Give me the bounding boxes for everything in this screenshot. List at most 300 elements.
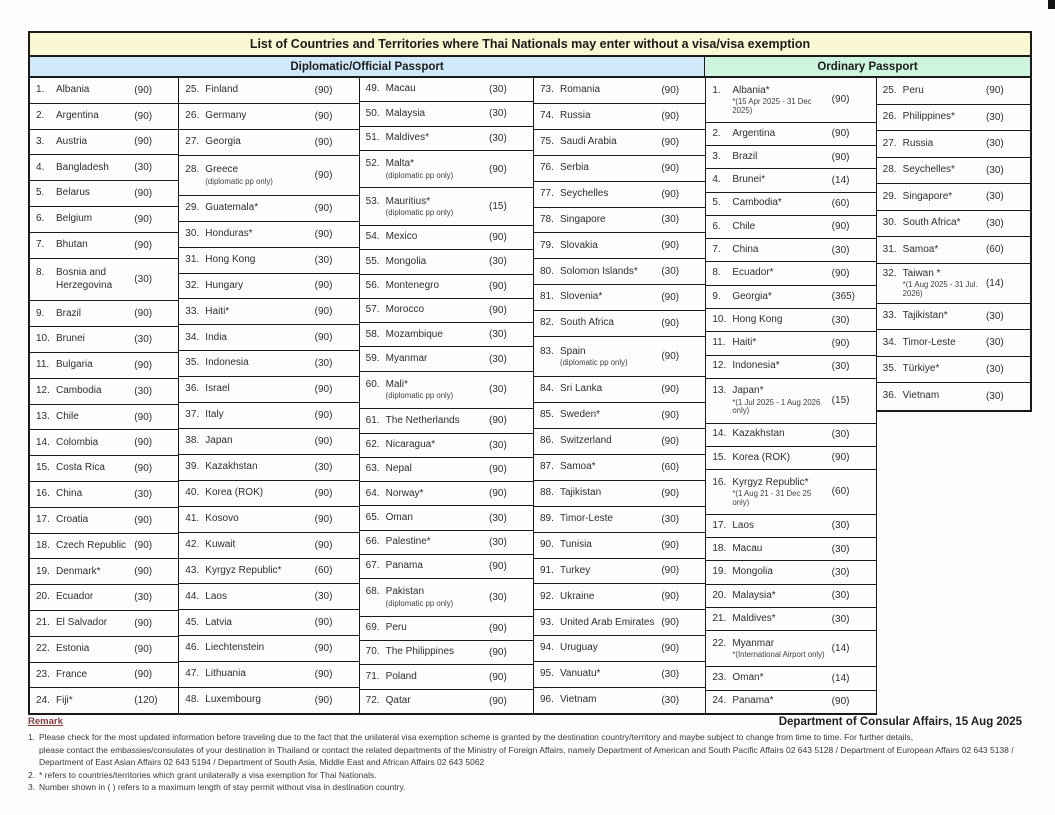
country-name: Japan [205,435,233,447]
country-name-line [883,337,982,350]
country-name-line [185,461,310,474]
country-name: Georgia* [732,290,772,302]
country-name-line [36,488,130,501]
country-name-line [366,256,485,269]
country-name: Colombia [56,436,99,448]
country-number: 26. [882,111,897,122]
stay-days: (30) [831,314,850,326]
country-cell [30,181,178,207]
stay-days: (90) [661,539,680,551]
country-number: 10. [712,313,727,325]
country-name: Japan* [732,385,764,397]
country-name: Brazil [56,307,82,319]
country-name: Maldives* [385,131,430,143]
country-number: 31. [185,253,200,265]
country-cell [360,127,533,151]
country-cell-left [540,642,657,655]
country-cell-left [540,291,657,304]
country-cell-left [366,379,485,401]
country-cell-left [883,111,982,124]
country-number: 2. [36,109,45,121]
country-cell [706,561,875,584]
country-name-line [185,565,310,578]
country-number: 62. [365,438,380,450]
country-cell-left [366,132,485,145]
country-cell [360,482,533,506]
country-name-line [185,539,310,552]
country-cell [534,429,705,455]
stay-days: (30) [831,613,850,625]
country-cell [360,579,533,617]
country-name-line [185,668,310,681]
country-name: Mali* [385,378,408,390]
country-cell-left [185,539,310,552]
country-cell-left [712,520,827,533]
country-name: Tajikistan* [902,310,948,321]
country-cell [179,429,358,455]
stay-days: (90) [134,213,153,225]
stay-days: (90) [314,487,333,499]
country-number: 12. [36,384,50,396]
country-cell [877,383,1030,410]
country-number: 56. [365,279,380,291]
country-cell [179,156,358,196]
country-cell [360,665,533,689]
stay-days: (90) [314,306,333,318]
country-cell-left [185,591,310,604]
diplomatic-column-2 [179,78,359,715]
country-name: Turkey [560,564,591,576]
country-name-line [712,360,827,373]
country-name: Kazakhstan [205,461,258,473]
stay-days: (30) [985,363,1004,375]
country-name-line [540,188,657,201]
country-cell-left [540,346,657,368]
country-cell-left [185,84,310,97]
country-name: Brazil [732,150,758,162]
country-cell [360,617,533,641]
country-name: Kosovo [205,512,239,524]
country-name-line [712,128,827,141]
country-cell-left [712,221,827,234]
stay-days: (30) [489,384,507,396]
country-cell [179,222,358,248]
country-number: 27. [882,137,897,149]
country-name: Lithuania [205,668,246,680]
country-number: 32. [882,267,897,279]
visa-exemption-table [28,31,1032,715]
country-number: 74. [540,110,554,122]
country-name-line [36,110,130,123]
country-cell [706,123,875,146]
country-name-line [185,164,310,177]
country-number: 11. [712,337,726,349]
country-cell [179,559,358,585]
country-name-line [36,462,130,475]
country-number: 82. [540,317,554,329]
country-name-line [540,383,657,396]
stay-days: (30) [489,512,507,524]
country-cell [179,455,358,481]
country-cell-left [36,136,130,149]
country-number: 91. [540,564,554,576]
country-cell [706,216,875,239]
country-cell [706,309,875,332]
country-number: 17. [712,519,727,531]
country-name-line [883,363,982,376]
country-name: Haiti* [205,305,230,317]
country-name-line [185,306,310,319]
country-name-line [185,435,310,448]
country-name: Nicaragua* [385,438,436,450]
country-cell-left [540,110,657,123]
country-number: 8. [712,267,721,279]
country-number: 30. [185,227,200,239]
stay-days: (30) [831,520,850,532]
stay-days: (90) [489,280,507,292]
country-cell-left [36,566,130,579]
remark-item [28,731,1032,769]
country-name-line [185,84,310,97]
country-cell [30,611,178,637]
country-cell [179,610,358,636]
country-name: Timor-Leste [560,512,613,524]
country-name-line [185,487,310,500]
country-number: 46. [185,642,200,654]
country-name-line [366,622,485,635]
stay-days: (30) [661,513,680,525]
country-name: Slovenia* [560,291,603,303]
country-name: Czech Republic [56,539,127,551]
country-name-line [883,138,982,151]
country-cell [706,146,875,169]
country-number: 19. [712,566,727,578]
country-name-line [540,617,657,630]
country-number: 86. [540,435,554,447]
country-name-line [366,439,485,452]
country-name: Cambodia [56,384,102,396]
country-name-line [36,669,130,682]
country-cell-left [540,266,657,279]
country-cell-left [36,411,130,424]
country-name: Panama [385,560,423,572]
country-name: United Arab Emirates [560,616,655,628]
country-name-line [540,565,657,578]
country-number: 69. [365,622,380,634]
country-name: Denmark* [56,565,101,577]
country-cell-left [366,83,485,96]
country-name-line [540,84,657,97]
country-name: Finland [205,84,239,96]
country-cell [534,662,705,688]
country-cell-left [36,669,130,682]
country-cell [30,130,178,156]
country-note: *(1 Jul 2025 - 1 Aug 2026 only) [732,397,821,416]
country-number: 72. [365,695,380,707]
country-name-line [712,638,827,651]
country-number: 73. [540,84,554,96]
country-cell [30,456,178,482]
country-number: 3. [36,135,45,147]
country-cell [706,286,875,309]
country-name: Panama* [732,695,774,707]
country-name-line [712,197,827,210]
country-name: Hong Kong [732,313,783,325]
country-number: 63. [365,463,380,475]
country-name: Kazakhstan [732,428,785,440]
country-name-line [540,591,657,604]
country-name-line [883,164,982,177]
country-number: 51. [365,131,380,143]
country-name-line [366,83,485,96]
country-cell-left [540,668,657,681]
stay-days: (90) [831,696,850,708]
country-cell [534,533,705,559]
country-name: Slovakia [560,239,598,251]
country-cell-left [712,672,827,685]
country-number: 83. [540,345,554,357]
country-name-line [712,267,827,280]
stay-days: (90) [314,384,333,396]
country-name: Mongolia [732,566,773,578]
country-name-line [366,488,485,501]
country-name-line [366,329,485,342]
country-number: 1. [712,84,721,96]
country-cell-left [185,332,310,345]
stay-days: (30) [489,592,507,604]
country-cell [534,156,705,182]
country-name: Singapore* [902,190,953,202]
country-cell [360,250,533,274]
stay-days: (30) [134,162,153,174]
country-cell-left [712,151,827,164]
stay-days: (90) [134,308,153,320]
country-name-line [540,539,657,552]
country-cell [706,470,875,515]
country-number: 36. [882,390,897,401]
country-name: Sri Lanka [560,383,603,395]
country-name-line [366,379,485,392]
country-number: 68. [365,586,380,598]
country-name-line [185,332,310,345]
country-cell [30,233,178,259]
country-name: El Salvador [56,617,108,629]
country-cell-left [712,291,827,304]
country-number: 38. [185,435,200,447]
country-number: 5. [712,197,721,209]
stay-days: (90) [661,136,680,148]
country-cell [534,688,705,713]
country-name-line [883,217,982,230]
country-number: 66. [365,536,380,548]
country-name: Nepal [385,463,412,475]
country-cell [877,105,1030,132]
country-name: Honduras* [205,227,253,239]
country-cell-left [36,187,130,200]
country-cell [360,555,533,579]
country-cell-left [366,231,485,244]
country-cell [534,233,705,259]
country-number: 70. [365,646,380,658]
country-name-line [540,110,657,123]
country-cell [360,531,533,555]
country-number: 6. [712,220,721,232]
country-cell-left [366,536,485,549]
country-cell [360,188,533,226]
stay-days: (30) [134,592,153,604]
country-cell-left [883,310,982,323]
country-number: 9. [712,290,721,302]
country-cell-left [712,385,827,416]
country-name: Vietnam [902,390,940,401]
country-cell-left [540,240,657,253]
country-name: Saudi Arabia [560,136,617,148]
stay-days: (30) [314,254,333,266]
country-number: 14. [712,428,727,440]
country-cell-left [883,138,982,151]
country-cell [534,636,705,662]
country-number: 11. [36,359,50,371]
country-cell-left [712,590,827,603]
ordinary-column-1 [706,78,876,715]
country-name-line [366,671,485,684]
country-cell [360,347,533,371]
country-name-line [36,359,130,372]
country-cell [179,636,358,662]
country-cell [179,104,358,130]
country-cell-left [185,228,310,241]
country-cell [877,131,1030,158]
country-name: Brunei* [732,174,766,186]
country-name: Seychelles [560,187,609,199]
stay-days: (14) [831,174,850,186]
country-name: Fiji* [56,694,73,706]
country-cell [877,264,1030,304]
country-cell [360,690,533,713]
stay-days: (90) [314,136,333,148]
country-cell-left [540,188,657,201]
country-name: Cambodia* [732,197,782,209]
stay-days: (90) [661,591,680,603]
stay-days: (30) [831,429,850,441]
country-name: Philippines* [902,111,955,122]
country-name: Croatia [56,513,89,525]
country-cell-left [883,164,982,177]
country-name: Spain [560,345,586,357]
country-number: 23. [36,668,50,680]
country-cell [706,239,875,262]
country-name: Ukraine [560,590,595,602]
country-name-line [36,617,130,630]
country-cell-left [366,256,485,269]
country-name: Oman* [732,672,764,684]
table-body [30,78,1032,715]
country-name-line [36,411,130,424]
country-cell [360,458,533,482]
country-number: 15. [36,462,50,474]
country-cell-left [366,622,485,635]
country-name-line [540,694,657,707]
country-cell-left [540,694,657,707]
country-cell-left [540,435,657,448]
country-name: Albania [56,84,90,96]
country-name: Solomon Islands* [560,265,638,277]
country-name-line [540,461,657,474]
country-cell [30,559,178,585]
country-cell [877,211,1030,238]
stay-days: (90) [831,128,850,140]
country-cell [706,608,875,631]
country-cell-left [36,239,130,252]
country-cell [534,208,705,234]
country-name-line [366,196,485,209]
country-cell-left [185,435,310,448]
department-signature: Department of Consular Affairs, 15 Aug 2025 [778,716,1022,728]
country-cell [877,237,1030,264]
stay-days: (30) [831,590,850,602]
country-name-line [366,536,485,549]
country-cell-left [185,409,310,422]
stay-days: (14) [831,643,850,655]
country-number: 85. [540,409,554,421]
country-cell-left [366,463,485,476]
country-cell-left [883,337,982,350]
country-name: Israel [205,383,230,395]
country-cell-left [36,162,130,175]
country-name: Qatar [385,695,411,707]
country-cell [360,226,533,250]
country-name: Montenegro [385,279,440,291]
country-cell [706,78,875,123]
country-cell [360,151,533,189]
country-cell-left [366,646,485,659]
stay-days: (90) [661,110,680,122]
remark-number: 1. [28,732,36,742]
country-name: Ecuador [56,591,94,603]
country-name-line [712,385,827,398]
country-cell [360,275,533,299]
country-number: 96. [540,694,554,706]
country-cell-left [185,110,310,123]
country-name: Serbia [560,161,589,173]
country-name-line [366,415,485,428]
country-name-line [36,385,130,398]
country-note: (diplomatic pp only) [385,208,454,218]
country-name: Macau [732,542,763,554]
country-number: 15. [712,451,727,463]
country-number: 20. [36,591,50,603]
country-cell-left [712,197,827,210]
stay-days: (30) [314,461,333,473]
country-cell-left [36,110,130,123]
country-name: Austria [56,135,88,147]
country-number: 25. [185,84,200,96]
country-name: Tajikistan [560,486,602,498]
stay-days: (30) [314,591,333,603]
country-name: Romania [560,84,601,96]
stay-days: (90) [314,280,333,292]
country-name-line [540,409,657,422]
stay-days: (30) [831,543,850,555]
country-name-line [366,108,485,121]
country-cell [179,248,358,274]
country-cell [30,637,178,663]
country-name: Korea (ROK) [732,451,791,463]
stay-days: (90) [314,513,333,525]
country-number: 43. [185,564,200,576]
country-name: Laos [205,590,227,602]
country-name: France [56,668,88,680]
